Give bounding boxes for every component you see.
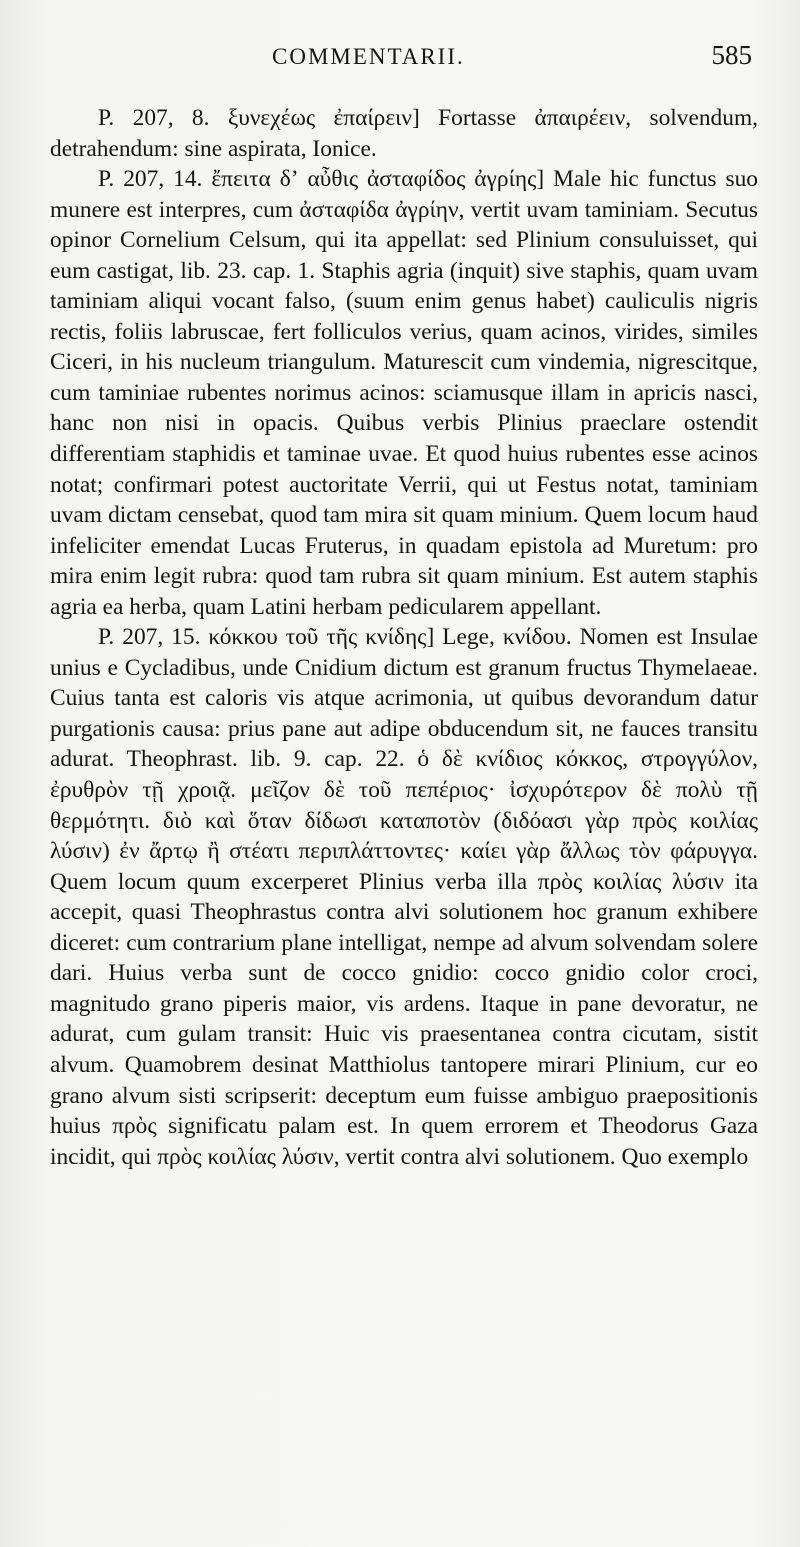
commentary-paragraph-3: P. 207, 15. κόκκου τοῦ τῆς κνίδης] Lege, κνίδου. Nomen est Insulae unius e Cycladibus, unde Cnidium dictum est granum fructus Thymelaeae. Cuius tanta est caloris vis atque acrimonia, ut quibus devorandum datur purgationis causa: prius pane aut adipe obducendum sit, ne fauces transitu adurat. Theophrast. lib. 9. cap. 22. ὁ δὲ κνίδιος κόκκος, στρογγύλον, ἐρυθρὸν τῇ χροιᾷ. μεῖζον δὲ τοῦ πεπέριος· ἰσχυρότερον δὲ πολὺ τῇ θερμότητι. διὸ καὶ ὅταν δίδωσι καταποτὸν (διδόασι γὰρ πρὸς κοιλίας λύσιν) ἐν ἄρτῳ ἢ στέατι περιπλάττοντες· καίει γὰρ ἄλλως τὸν φάρυγγα. Quem locum quum excerperet Plinius verba illa πρὸς κοιλίας λύσιν ita accepit, quasi Theophrastus contra alvi solutionem hoc granum exhibere diceret: cum contrarium plane intelligat, nempe ad alvum solvendam solere dari. Huius verba sunt de cocco gnidio: cocco gnidio color croci, magnitudo grano piperis maior, vis ardens. Itaque in pane devoratur, ne adurat, cum gulam transit: Huic vis praesentanea contra cicutam, sistit alvum. Quamobrem desinat Matthiolus tantopere mirari Plinium, cur eo grano alvum sisti scripserit: deceptum eum fuisse ambiguo praepositionis huius πρὸς significatu palam est. In quem errorem et Theodorus Gaza incidit, qui πρὸς κοιλίας λύσιν, vertit contra alvi solutionem. Quo exemplo [50,624,758,1170]
running-title: COMMENTARII. [272,44,465,69]
commentary-paragraph-1: P. 207, 8. ξυνεχέως ἐπαίρειν] Fortasse ἀπαιρέειν, solvendum, detrahendum: sine aspirata, Ionice. [50,105,758,162]
commentary-paragraph-2: P. 207, 14. ἔπειτα δʼ αὖθις ἀσταφίδος ἀγρίης] Male hic functus suo munere est interpres, cum ἀσταφίδα ἀγρίην, vertit uvam taminiam. Secutus opinor Cornelium Celsum, qui ita appellat: sed Plinium consuluisset, qui eum castigat, lib. 23. cap. 1. Staphis agria (inquit) sive staphis, quam uvam taminiam aliqui vocant falso, (suum enim genus habet) cauliculis nigris rectis, foliis labruscae, fert folliculos verius, quam acinos, virides, similes Ciceri, in his nucleum triangulum. Maturescit cum vindemia, nigrescitque, cum taminiae rubentes norimus acinos: sciamusque illam in apricis nasci, hanc non nisi in opacis. Quibus verbis Plinius praeclare ostendit differentiam staphidis et taminae uvae. Et quod huius rubentes esse acinos notat; confirmari potest auctoritate Verrii, qui ut Festus notat, taminiam uvam dictam censebat, quod tam mira sit quam minium. Quem locum haud infeliciter emendat Lucas Fruterus, in quadam epistola ad Muretum: pro mira enim legit rubra: quod tam rubra sit quam minium. Est autem staphis agria ea herba, quam Latini herbam pedicularem appellant. [50,166,758,620]
page-number: 585 [711,40,752,70]
commentary-text [50,103,758,1172]
page-header [0,40,800,90]
